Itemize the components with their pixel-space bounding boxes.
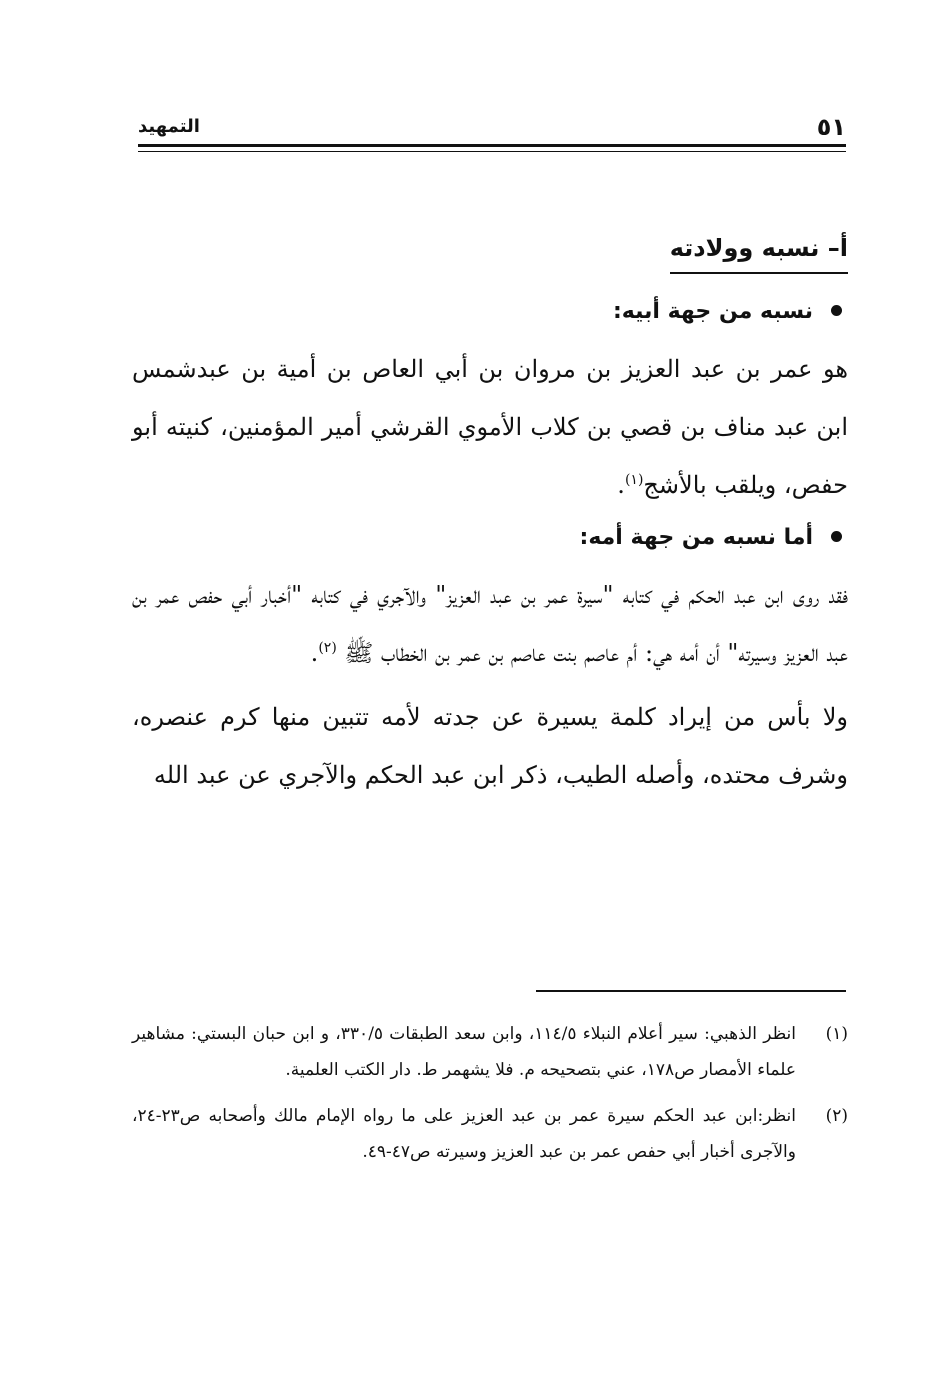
footnotes <box>132 1016 848 1180</box>
paternal-heading <box>132 292 848 332</box>
header-rule-thick <box>138 144 846 147</box>
bullet-icon <box>831 305 842 316</box>
closing-paragraph: ولا بأس من إيراد كلمة يسيرة عن جدته لأمه تتبين منها كرم عنصره، وشرف محتده، وأصله الطيب، ذكر ابن عبد الحكم والآجري عن عبد الله <box>132 703 848 789</box>
header-rule-thin <box>138 151 846 152</box>
maternal-heading-text: أما نسبه من جهة أمه: <box>579 525 813 550</box>
maternal-paragraph <box>132 566 848 682</box>
footnote-text: انظر:ابن عبد الحكم سيرة عمر بن عبد العزيز على ما رواه الإمام مالك وأصحابه ص٢٣-٢٤، والآجرى أخبار أبي حفص عمر بن عبد العزيز وسيرته ص٤٧-٤٩. <box>132 1106 796 1162</box>
maternal-text: فقد روى ابن عبد الحكم في كتابه "سيرة عمر بن عبد العزيز" والآجري في كتابه "أخبار أبي حفص عمر بن عبد العزيز وسيرته" أن أمه هي: أم عاصم بنت عاصم بن عمر بن الخطاب ﷺ <box>132 581 848 667</box>
footnote-1 <box>132 1016 848 1088</box>
footnote-ref-1[interactable]: (١) <box>624 472 644 488</box>
running-title: التمهيد <box>138 116 200 137</box>
main-text <box>132 228 848 804</box>
page-number: ٥١ <box>816 113 846 141</box>
maternal-heading <box>132 518 848 558</box>
paternal-heading-text: نسبه من جهة أبيه: <box>612 299 813 324</box>
section-title: أ– نسبه وولادته <box>670 228 848 274</box>
footnote-separator <box>536 990 846 992</box>
footnote-ref-2[interactable]: (٢) <box>318 640 337 656</box>
footnote-2 <box>132 1098 848 1170</box>
paternal-end: . <box>617 471 625 499</box>
running-header <box>138 112 846 142</box>
footnote-number: (٢) <box>825 1106 848 1126</box>
maternal-end: . <box>310 639 319 667</box>
footnote-number: (١) <box>825 1024 848 1044</box>
bullet-icon <box>831 531 842 542</box>
paternal-text: هو عمر بن عبد العزيز بن مروان بن أبي العاص بن أمية بن عبدشمس ابن عبد مناف بن قصي بن كلاب الأموي القرشي أمير المؤمنين، كنيته أبو حفص، ويلقب بالأشج <box>132 355 848 499</box>
paternal-paragraph <box>132 340 848 514</box>
footnote-text: انظر الذهبي: سير أعلام النبلاء ١١٤/٥، وابن سعد الطبقات ٣٣٠/٥، و ابن حبان البستي: مشاهير علماء الأمصار ص١٧٨، عني بتصحيحه م. فلا يشهمر ط. دار الكتب العلمية. <box>132 1024 796 1080</box>
